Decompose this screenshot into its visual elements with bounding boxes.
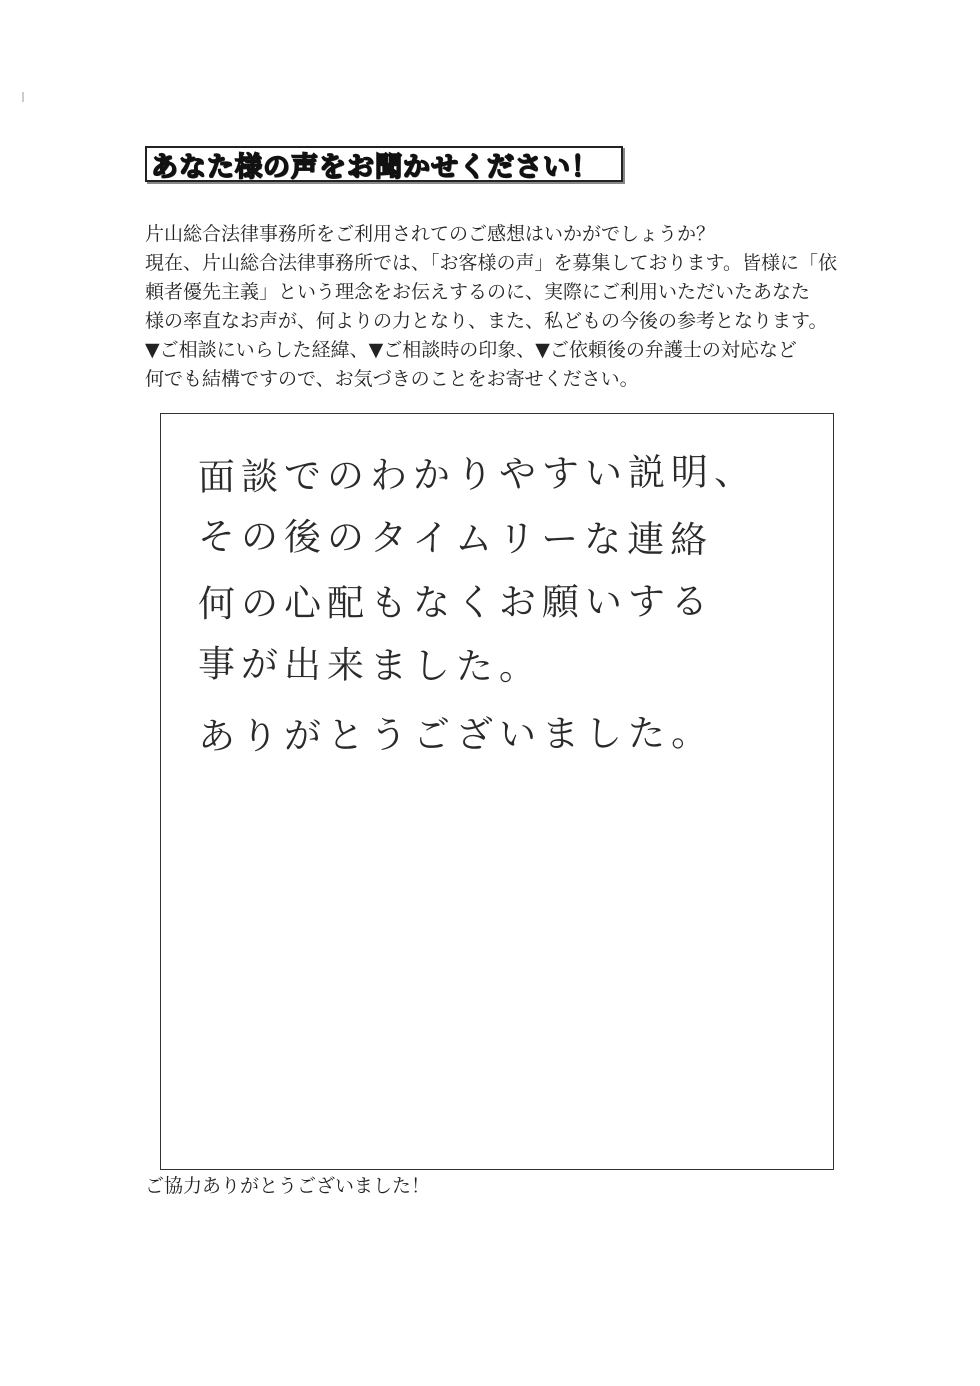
intro-line: 何でも結構ですので、お気づきのことをお寄せください。 bbox=[145, 368, 639, 390]
scan-speck bbox=[22, 92, 24, 102]
answer-line: 何の心配もなくお願いする bbox=[197, 579, 715, 626]
answer-line: ありがとうございました。 bbox=[197, 711, 715, 758]
intro-line: 片山総合法律事務所をご利用されてのご感想はいかがでしょうか？ bbox=[145, 223, 716, 245]
thanks-text: ご協力ありがとうございました！ bbox=[145, 1175, 431, 1197]
intro-line: 様の率直なお声が、何よりの力となり、また、私どもの今後の参考となります。 bbox=[145, 310, 828, 332]
answer-line: 事が出来ました。 bbox=[197, 642, 543, 689]
handwritten-answer bbox=[198, 443, 757, 767]
intro-text bbox=[145, 220, 845, 394]
page-title: あなた様の声をお聞かせください！ bbox=[151, 151, 599, 183]
title-box bbox=[145, 146, 623, 182]
intro-line: ▼ご相談にいらした経緯、▼ご相談時の印象、▼ご依頼後の弁護士の対応など bbox=[145, 339, 797, 361]
answer-line: その後のタイムリーな連絡 bbox=[197, 515, 714, 562]
answer-line: 面談でのわかりやすい説明、 bbox=[197, 450, 758, 499]
intro-line: 現在、片山総合法律事務所では、「お客様の声」を募集しております。皆様に「依 bbox=[145, 252, 837, 274]
intro-line: 頼者優先主義」という理念をお伝えするのに、実際にご利用いただいたあなた bbox=[145, 281, 811, 303]
